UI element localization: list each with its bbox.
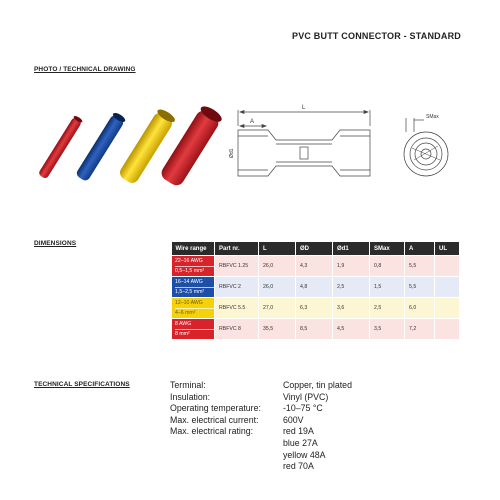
technical-specs [170,380,352,473]
spec-label: Insulation: [170,391,211,402]
col-header-smax: SMax [370,242,405,256]
part-cell: RBFVC 1.25 [215,256,259,277]
mm-value: 0,5–1,5 mm² [175,267,205,274]
rating-yellow: yellow 48A [283,449,326,460]
spec-label: Max. electrical current: [170,414,259,425]
dimensions-heading: DIMENSIONS [34,240,77,247]
spec-row-terminal [170,380,352,392]
od1-cell: 3,6 [333,298,370,319]
l-cell: 26,0 [259,277,296,298]
od-cell: 6,3 [296,298,333,319]
spec-row-operating-temperature [170,403,352,415]
od-cell: 8,5 [296,319,333,340]
part-cell: RBFVC 2 [215,277,259,298]
col-header-od1: Ød1 [333,242,370,256]
spec-row-insulation [170,392,352,404]
a-cell: 5,5 [405,256,435,277]
table-row [172,319,460,340]
spec-value: Vinyl (PVC) [283,391,329,402]
blue-connector [75,111,127,182]
technical-specs-heading: TECHNICAL SPECIFICATIONS [34,381,130,388]
col-header-wire-range: Wire range [172,242,215,256]
col-header-ul: UL [435,242,460,256]
wire-range-cell [172,319,215,340]
l-cell: 26,0 [259,256,296,277]
awg-value: 12–10 AWG [175,299,214,309]
rating-red-small: red 19A [283,426,314,437]
table-row [172,277,460,298]
photo-drawing-heading: PHOTO / TECHNICAL DRAWING [34,66,136,73]
a-cell: 6,0 [405,298,435,319]
rating-blue: blue 27A [283,437,318,448]
awg-value: 8 AWG [175,320,214,330]
spec-label: Terminal: [170,380,206,390]
od1-cell: 1,9 [333,256,370,277]
smax-cell: 3,5 [370,319,405,340]
col-header-od: ØD [296,242,333,256]
od1-cell: 4,5 [333,319,370,340]
wire-range-cell [172,256,215,277]
length-label: L [302,105,306,111]
wire-range-cell [172,277,215,298]
table-row [172,298,460,319]
ul-cell [435,319,460,340]
part-cell: RBFVC 8 [215,319,259,340]
od-cell: 4,8 [296,277,333,298]
spec-row-max-rating [170,426,352,472]
smax-cell: 0,8 [370,256,405,277]
a-cell: 7,2 [405,319,435,340]
ul-cell [435,256,460,277]
spec-value: Copper, tin plated [283,380,352,390]
wire-range-cell [172,298,215,319]
smax-label: SMax [426,114,439,120]
l-cell: 35,5 [259,319,296,340]
col-header-l: L [259,242,296,256]
awg-value: 22–16 AWG [175,257,214,267]
smax-cell: 1,5 [370,277,405,298]
table-row [172,256,460,277]
ul-cell [435,298,460,319]
part-cell: RBFVC 5.5 [215,298,259,319]
mm-value: 4–6 mm² [175,309,196,316]
mm-value: 8 mm² [175,330,190,337]
awg-value: 16–14 AWG [175,278,214,288]
spec-label: Max. electrical rating: [170,426,254,437]
od1-cell: 2,5 [333,277,370,298]
a-label: A [250,119,255,125]
a-cell: 5,5 [405,277,435,298]
spec-label: Operating temperature: [170,403,261,414]
spec-value: 600V [283,414,304,425]
col-header-part-nr: Part nr. [215,242,259,256]
technical-drawing [228,96,478,192]
page-title: PVC BUTT CONNECTOR - STANDARD [292,31,461,41]
od1-label: Ød1 [229,148,235,158]
spec-value: -10–75 °C [283,403,323,414]
product-photo [28,100,228,200]
dimensions-table [171,242,460,340]
col-header-a: A [405,242,435,256]
spec-value [283,426,326,472]
rating-red-large: red 70A [283,461,314,472]
od-cell: 4,3 [296,256,333,277]
spec-row-max-current [170,415,352,427]
mm-value: 1,5–2,5 mm² [175,288,205,295]
smax-cell: 2,5 [370,298,405,319]
ul-cell [435,277,460,298]
red-small-connector [38,115,84,180]
table-header-row [172,242,460,256]
l-cell: 27,0 [259,298,296,319]
